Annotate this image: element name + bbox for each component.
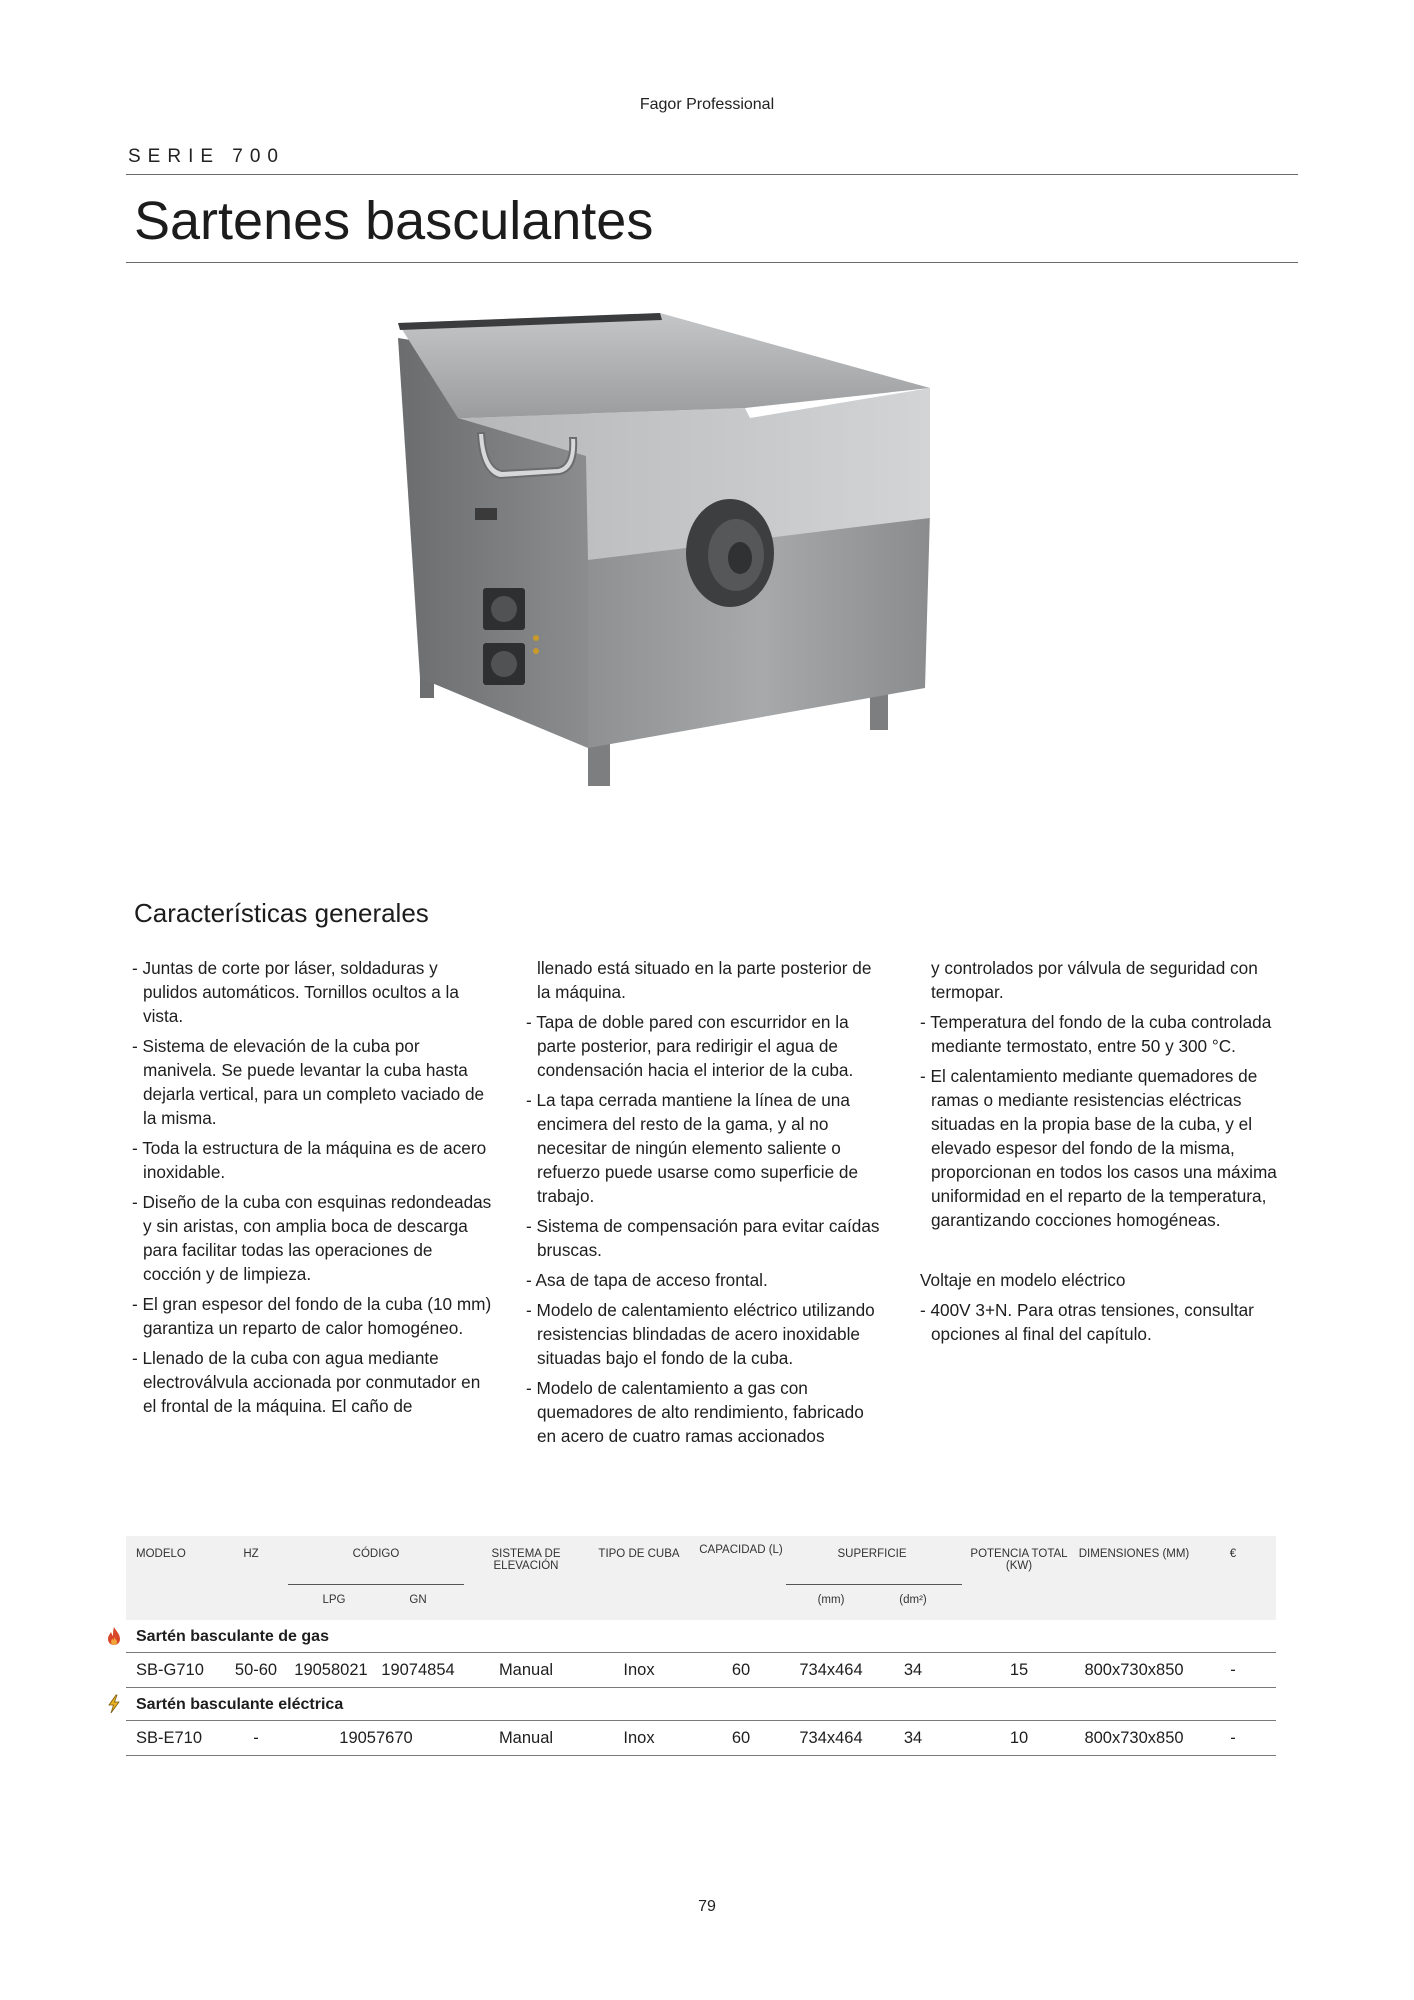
flame-icon [106, 1626, 122, 1646]
features-title: Características generales [134, 898, 429, 928]
series-label: SERIE 700 [128, 146, 285, 167]
cell-potencia: 15 [1009, 1661, 1029, 1679]
col-header-capacidad: CAPACIDAD (L) [699, 1544, 783, 1556]
feature-item: - Temperatura del fondo de la cuba controlada mediante termostato, entre 50 y 300 °C. [920, 1012, 1272, 1056]
feature-item: - Tapa de doble pared con escurridor en la parte posterior, para redirigir el agua de condensación hacia el interior de la cuba. [526, 1012, 854, 1080]
feature-item: - Modelo de calentamiento a gas con quemadores de alto rendimiento, fabricado en acero de cuatro ramas accionados [526, 1378, 864, 1446]
title-divider [126, 262, 1298, 263]
cell-superficie-mm: 734x464 [799, 1729, 863, 1747]
crank-wheel-icon [686, 499, 774, 607]
cell-codigo: 19057670 [339, 1729, 413, 1747]
feature-item: - Llenado de la cuba con agua mediante electroválvula accionada por conmutador en el frontal de la máquina. El caño de [132, 1348, 481, 1416]
features-column-3 [920, 956, 1282, 1352]
lightning-icon [106, 1694, 122, 1714]
group-label: Sartén basculante de gas [136, 1628, 329, 1645]
subheader-mm: (mm) [817, 1594, 845, 1606]
group-electric [126, 1688, 1276, 1721]
col-header-precio: € [1229, 1548, 1237, 1560]
feature-item-continued: llenado está situado en la parte posterior de la máquina. [537, 958, 872, 1002]
col-header-hz: HZ [243, 1548, 259, 1560]
feature-item: - Modelo de calentamiento eléctrico utilizando resistencias blindadas de acero inoxidable situadas bajo el fondo de la cuba. [526, 1300, 875, 1368]
cell-sistema: Manual [498, 1729, 554, 1747]
feature-item-continued: y controlados por válvula de seguridad con termopar. [931, 958, 1258, 1002]
brand-header: Fagor Professional [639, 96, 775, 113]
brand-logo-icon [475, 508, 497, 520]
header-divider [126, 174, 1298, 175]
cell-hz: - [253, 1729, 259, 1747]
feature-item: - Diseño de la cuba con esquinas redondeadas y sin aristas, con amplia boca de descarga para facilitar todas las operaciones de cocción y de limpieza. [132, 1192, 492, 1284]
cell-superficie-dm2: 34 [903, 1661, 923, 1679]
cell-tipo: Inox [623, 1729, 655, 1747]
group-gas [126, 1620, 1276, 1653]
col-header-codigo: CÓDIGO [352, 1548, 400, 1560]
voltage-item: - 400V 3+N. Para otras tensiones, consultar opciones al final del capítulo. [920, 1300, 1254, 1344]
feature-item: - Juntas de corte por láser, soldaduras y pulidos automáticos. Tornillos ocultos a la vista. [132, 958, 459, 1026]
col-header-modelo: MODELO [136, 1548, 186, 1560]
feature-item: - Asa de tapa de acceso frontal. [526, 1270, 768, 1290]
cell-lpg: 19058021 [294, 1661, 368, 1679]
codigo-divider [288, 1584, 464, 1585]
cell-capacidad: 60 [731, 1729, 751, 1747]
col-header-potencia: POTENCIA TOTAL (KW) [970, 1548, 1068, 1572]
product-image [270, 268, 1310, 830]
cell-gn: 19074854 [381, 1661, 455, 1679]
feature-item: - Sistema de elevación de la cuba por manivela. Se puede levantar la cuba hasta dejarla vertical, para un completo vaciado de la misma. [132, 1036, 485, 1128]
table-header [126, 1536, 1276, 1620]
subheader-gn: GN [409, 1594, 427, 1606]
col-header-tipo: TIPO DE CUBA [598, 1548, 680, 1560]
features-column-2 [526, 956, 886, 1454]
cell-tipo: Inox [623, 1661, 655, 1679]
feature-item: - Sistema de compensación para evitar caídas bruscas. [526, 1216, 880, 1260]
cell-capacidad: 60 [731, 1661, 751, 1679]
feature-item: - El calentamiento mediante quemadores de ramas o mediante resistencias eléctricas situadas en la propia base de la cuba, y el elevado espesor del fondo de la misma, proporcionan en todos los casos una máxima uniformidad en el reparto de la temperatura, garantizando cocciones homogéneas. [920, 1066, 1277, 1230]
page-number: 79 [698, 1898, 716, 1915]
table-row [126, 1653, 1276, 1688]
cell-dimensiones: 800x730x850 [1084, 1729, 1184, 1747]
cell-modelo: SB-E710 [136, 1729, 203, 1747]
table-row [126, 1721, 1276, 1756]
cell-sistema: Manual [498, 1661, 554, 1679]
voltage-title: Voltaje en modelo eléctrico [920, 1270, 1126, 1290]
group-label: Sartén basculante eléctrica [136, 1696, 344, 1713]
cell-hz: 50-60 [234, 1661, 278, 1679]
cell-dimensiones: 800x730x850 [1084, 1661, 1184, 1679]
cell-superficie-dm2: 34 [903, 1729, 923, 1747]
col-header-sistema: SISTEMA DE ELEVACIÓN [491, 1548, 561, 1572]
superficie-divider [786, 1584, 962, 1585]
cell-potencia: 10 [1009, 1729, 1029, 1747]
feature-item: - El gran espesor del fondo de la cuba (10 mm) garantiza un reparto de calor homogéneo. [132, 1294, 492, 1338]
cell-precio: - [1230, 1661, 1236, 1679]
col-header-dimensiones: DIMENSIONES (MM) [1078, 1548, 1190, 1560]
feature-item: - La tapa cerrada mantiene la línea de una encimera del resto de la gama, y al no necesitar de ningún elemento saliente o refuerzo puede usarse como superficie de trabajo. [526, 1090, 859, 1206]
features-column-1 [132, 956, 492, 1424]
feature-item: - Toda la estructura de la máquina es de acero inoxidable. [132, 1138, 487, 1182]
col-header-superficie: SUPERFICIE [837, 1548, 907, 1560]
spec-table [126, 1536, 1276, 1756]
cell-modelo: SB-G710 [136, 1661, 204, 1679]
subheader-dm2: (dm²) [899, 1594, 927, 1606]
cell-superficie-mm: 734x464 [799, 1661, 863, 1679]
page-title: Sartenes basculantes [134, 191, 654, 251]
subheader-lpg: LPG [322, 1594, 346, 1606]
cell-precio: - [1230, 1729, 1236, 1747]
